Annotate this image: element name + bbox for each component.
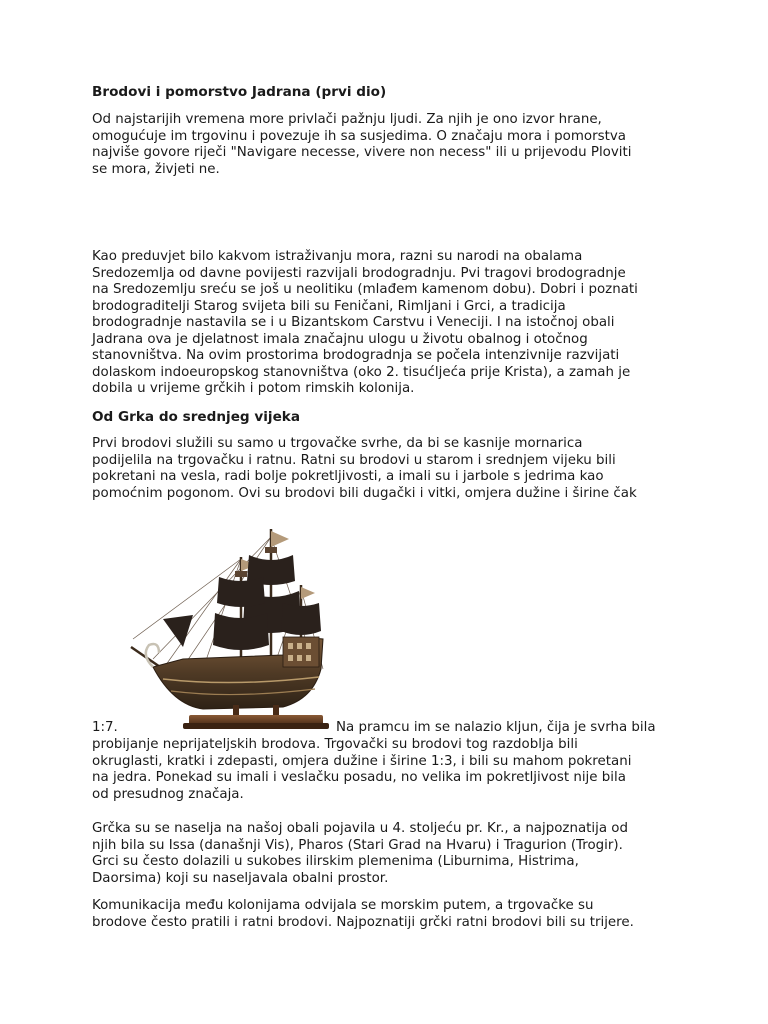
ratio-text: 1:7. <box>92 720 118 735</box>
text-line: Od najstarijih vremena more privlači pažnju ljudi. Za njih je ono izvor hrane, <box>92 112 602 127</box>
text-line: pomoćnim pogonom. Ovi su brodovi bili dugački i vitki, omjera dužine i širine čak <box>92 485 637 501</box>
ship-model-image <box>123 519 336 733</box>
text-line: Sredozemlja od davne povijesti razvijali brodogradnju. Pvi tragovi brodogradnje <box>92 265 626 281</box>
text-line: na jedra. Ponekad su imali i veslačku posadu, no velika im pokretljivost nije bila <box>92 770 626 785</box>
text-line: od presudnog značaja. <box>92 786 244 802</box>
text-line: se mora, živjeti ne. <box>92 161 220 177</box>
text-line: omogućuje im trgovinu i povezuje ih sa susjedima. O značaju mora i pomorstva <box>92 128 626 144</box>
document-title: Brodovi i pomorstvo Jadrana (prvi dio) <box>92 84 387 100</box>
text-line: stanovništva. Na ovim prostorima brodogradnja se počela intenzivnije razvijati <box>92 348 620 363</box>
text-line: Grčka su se naselja na našoj obali pojavila u 4. stoljeću pr. Kr., a najpoznatija od <box>92 821 628 836</box>
history-paragraph <box>92 249 692 398</box>
text-line: Grci su često dolazili u sukobes ilirskim plemenima (Liburnima, Histrima, <box>92 854 579 869</box>
greek-settlements-paragraph <box>92 821 692 887</box>
text-line: brodogradnje nastavila se i u Bizantskom Carstvu i Veneciji. I na istočnoj obali <box>92 315 615 330</box>
text-line: njih bila su Issa (današnji Vis), Pharos (Stari Grad na Hvaru) i Tragurion (Trogir). <box>92 837 623 853</box>
text-line: Komunikacija među kolonijama odvijala se morskim putem, a trgovačke su <box>92 898 594 913</box>
text-line: najviše govore riječi "Navigare necesse, vivere non necess" ili u prijevodu Ploviti <box>92 145 632 160</box>
text-line: Prvi brodovi služili su samo u trgovačke svrhe, da bi se kasnije mornarica <box>92 436 583 451</box>
text-line: Na pramcu im se nalazio kljun, čija je svrha bila <box>336 720 656 735</box>
text-line: Kao preduvjet bilo kakvom istraživanju mora, razni su narodi na obalama <box>92 249 583 264</box>
text-line: pokretani na vesla, radi bolje pokretljivosti, a imali su i jarbole s jedrima kao <box>92 469 604 484</box>
text-line: dolaskom indoeuropskog stanovništva (oko 2. tisućljeća prije Krista), a zamah je <box>92 364 631 380</box>
text-line: na Sredozemlju sreću se još u neolitiku (mlađem kamenom dobu). Dobri i poznati <box>92 282 638 297</box>
ship-icon <box>123 519 336 733</box>
text-line: podijelila na trgovačku i ratnu. Ratni su brodovi u starom i srednjem vijeku bili <box>92 452 616 468</box>
text-line: okruglasti, kratki i zdepasti, omjera dužine i širine 1:3, i bili su mahom pokretani <box>92 753 632 769</box>
text-line: Jadrana ova je djelatnost imala značajnu ulogu u životu obalnog i otočnog <box>92 331 588 347</box>
text-line: probijanje neprijateljskih brodova. Trgovački su brodovi tog razdoblja bili <box>92 737 578 752</box>
section-subheading: Od Grka do srednjeg vijeka <box>92 409 301 425</box>
text-line: Daorsima) koji su naseljavala obalni prostor. <box>92 870 389 886</box>
text-line: dobila u vrijeme grčkih i potom rimskih kolonija. <box>92 381 415 396</box>
text-line: brodograditelji Starog svijeta bili su Feničani, Rimljani i Grci, a tradicija <box>92 298 566 314</box>
ships-paragraph <box>92 436 692 502</box>
text-line: brodove često pratili i ratni brodovi. Najpoznatiji grčki ratni brodovi bili su trijere. <box>92 914 634 930</box>
communication-paragraph <box>92 898 692 931</box>
hull-paragraph <box>92 737 692 803</box>
intro-paragraph <box>92 112 692 178</box>
